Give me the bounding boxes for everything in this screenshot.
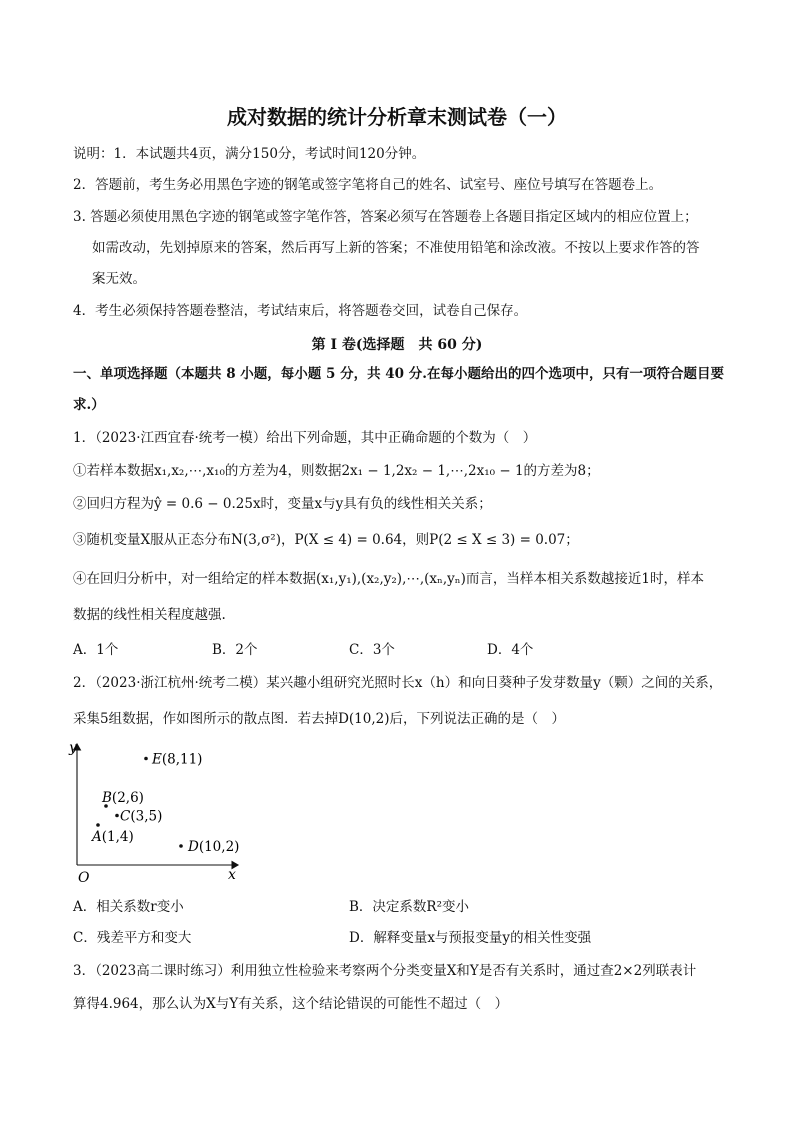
q3-stem-cont: 算得4.964，那么认为X与Y有关系，这个结论错误的可能性不超过（ ）: [73, 996, 509, 1012]
instruction-line-1: 说明：1．本试题共4页，满分150分，考试时间120分钟。: [73, 146, 426, 162]
q1-stem: 1．（2023·江西宜春·统考一模）给出下列命题，其中正确命题的个数为（ ）: [73, 430, 537, 446]
q2-option-b: B．决定系数R²变小: [349, 899, 469, 915]
point-label-d: D(10,2): [188, 839, 240, 855]
q3-stem: 3．（2023高二课时练习）利用独立性检验来考察两个分类变量X和Y是否有关系时，通过查2×2列联表计: [73, 963, 697, 979]
q1-statement-4: ④在回归分析中，对一组给定的样本数据(x₁,y₁),(x₂,y₂),⋯,(xₙ,yₙ)而言，当样本相关系数越接近1时，样本: [73, 571, 704, 587]
instruction-line-3: 3. 答题必须使用黑色字迹的钢笔或签字笔作答，答案必须写在答题卷上各题目指定区域内的相应位置上；: [73, 209, 698, 225]
part1-header-line-1: 一、单项选择题（本题共 8 小题，每小题 5 分，共 40 分.在每小题给出的四个选项中，只有一项符合题目要: [73, 366, 724, 382]
q1-option-b: B．2个: [212, 642, 258, 658]
scatter-point-e: [144, 757, 148, 761]
q1-option-c: C．3个: [349, 642, 395, 658]
x-axis-label: x: [228, 867, 236, 883]
q2-option-c: C．残差平方和变大: [73, 930, 192, 946]
point-label-a: A(1,4): [92, 829, 134, 845]
point-label-b: B(2,6): [102, 790, 144, 806]
q2-option-d: D．解释变量x与预报变量y的相关性变强: [349, 930, 592, 946]
point-label-c: C(3,5): [120, 808, 163, 825]
q1-statement-4-cont: 数据的线性相关程度越强.: [73, 607, 226, 623]
section-title: 第 I 卷(选择题 共 60 分): [311, 337, 483, 353]
q2-stem: 2．（2023·浙江杭州·统考二模）某兴趣小组研究光照时长x（h）和向日葵种子发芽数量y（颗）之间的关系，: [73, 675, 723, 691]
instruction-line-3-cont: 如需改动，先划掉原来的答案，然后再写上新的答案；不准使用铅笔和涂改液。不按以上要求作答的答: [92, 240, 700, 256]
q2-option-a: A．相关系数r变小: [73, 899, 184, 915]
q2-scatter-figure: [70, 738, 250, 886]
q1-statement-1: ①若样本数据x₁,x₂,⋯,x₁₀的方差为4，则数据2x₁ − 1,2x₂ − 1,⋯,2x₁₀ − 1的方差为8；: [73, 463, 600, 479]
scatter-points: [90, 752, 239, 856]
scatter-point-a: [96, 823, 100, 827]
q1-statement-2: ②回归方程为ŷ = 0.6 − 0.25x时，变量x与y具有负的线性相关关系；: [73, 496, 492, 512]
point-label-e: E(8,11): [152, 751, 203, 768]
origin-label: O: [78, 870, 90, 886]
instruction-line-4: 4．考生必须保持答题卷整洁，考试结束后，将答题卷交回，试卷自己保存。: [73, 303, 528, 319]
instruction-line-2: 2．答题前，考生务必用黑色字迹的钢笔或签字笔将自己的姓名、试室号、座位号填写在答题卷上。: [73, 177, 663, 193]
instruction-line-3-end: 案无效。: [92, 271, 146, 287]
q1-option-a: A．1个: [73, 642, 119, 658]
scatter-point-c: [115, 814, 119, 818]
q2-stem-cont: 采集5组数据，作如图所示的散点图．若去掉D(10,2)后，下列说法正确的是（ ）: [73, 711, 566, 727]
q1-statement-3: ③随机变量X服从正态分布N(3,σ²)，P(X ≤ 4) = 0.64，则P(2 ≤ X ≤ 3) = 0.07；: [73, 532, 579, 548]
q1-option-d: D．4个: [487, 642, 534, 658]
scatter-point-d: [179, 844, 183, 848]
part1-header-line-2: 求.）: [73, 397, 105, 413]
y-axis-label: y: [69, 740, 77, 756]
page-title: 成对数据的统计分析章末测试卷（一）: [227, 105, 567, 129]
